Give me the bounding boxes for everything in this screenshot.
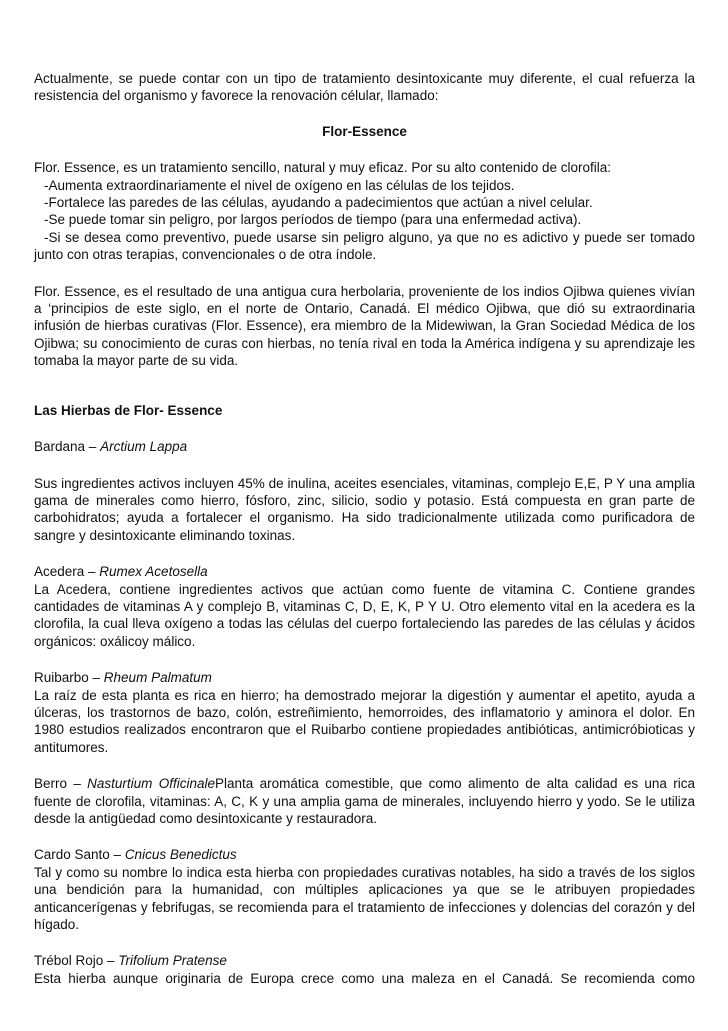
benefit-item: -Fortalece las paredes de las células, ayudando a padecimientos que actúan a nivel celular. [44,195,593,211]
herb-name: Trébol Rojo – [34,953,119,969]
herb-description: Sus ingredientes activos incluyen 45% de inulina, aceites esenciales, vitaminas, complejo E,E, P Y una amplia gama de minerales como hierro, fósforo, zinc, silicio, sodio y potasio. Está compuesta en gran parte de carbohidratos; ayuda a fortalecer el organismo. Ha sido tradicionalmente utilizada como purificadora de sangre y desintoxicante eliminando toxinas. [34,475,695,543]
history-paragraph: Flor. Essence, es el resultado de una antigua cura herbolaria, proveniente de los indios Ojibwa quienes vivían a ‘principios de este siglo, en el norte de Ontario, Canadá. El médico Ojibwa, que dió su extraordinaria infusión de hierbas curativas (Flor. Essence), era miembro de la Midewiwan, la Gran Sociedad Médica de los Ojibwa; su conocimiento de curas con hierbas, no tenía rival en toda la América indígena y su aprendizaje les tomaba la mayor parte de su vida. [34,283,695,369]
description-lead: Flor. Essence, es un tratamiento sencillo, natural y muy eficaz. Por su alto contenido de clorofila: [34,160,612,176]
herb-name: Acedera – [34,564,100,580]
herb-name: Cardo Santo – [34,847,125,863]
herb-description: Esta hierba aunque originaria de Europa crece como una maleza en el Canadá. Se recomienda como [34,970,695,986]
herb-paragraph [34,775,695,827]
herb-latin-name: Trifolium Pratense [118,953,227,969]
herb-name: Ruibarbo – [34,670,104,686]
herb-description: Planta aromática comestible, que como alimento de alta calidad es una rica fuente de clorofila, vitaminas: A, C, K y una amplia gama de minerales, incluyendo hierro y yodo. Se le utiliza desde la antigüedad como desintoxicante y restauradora. [34,776,695,826]
herb-description: La Acedera, contiene ingredientes activos que actúan como fuente de vitamina C. Contiene grandes cantidades de vitaminas A y complejo B, vitaminas C, D, E, K, P Y U. Otro elemento vital en la acedera es la clorofila, la cual lleva oxígeno a todas las células del cuerpo fortaleciendo las paredes de las células y ácidos orgánicos: oxálicoy málico. [34,581,695,649]
benefit-item: -Si se desea como preventivo, puede usarse sin peligro alguno, ya que no es adictivo y puede ser tomado junto con otras terapias, convencionales o de otra índole. [34,229,695,263]
herb-latin-name: Cnicus Benedictus [124,847,237,863]
herb-title [34,563,695,580]
herb-latin-name: Nasturtium Officinale [87,776,216,792]
product-title: Flor-Essence [322,123,407,139]
intro-paragraph: Actualmente, se puede contar con un tipo de tratamiento desintoxicante muy diferente, el cual refuerza la resistencia del organismo y favorece la renovación célular, llamado: [34,71,695,104]
herb-title [34,669,695,686]
herb-name: Berro – [34,776,88,792]
herb-title [34,438,695,455]
herb-latin-name: Arctium Lappa [100,439,188,455]
herb-latin-name: Rumex Acetosella [99,564,208,580]
herb-latin-name: Rheum Palmatum [103,670,212,686]
herb-description: La raíz de esta planta es rica en hierro; ha demostrado mejorar la digestión y aumentar el apetito, ayuda a úlceras, los trastornos de bazo, colón, estreñimiento, hemorroides, des inflamatorio y aminora el dolor. En 1980 estudios realizados encontraron que el Ruibarbo contiene propiedades antibióticas, antimicróbioticas y antitumores. [34,687,695,755]
herb-name: Bardana – [34,439,101,455]
benefit-item: -Se puede tomar sin peligro, por largos períodos de tiempo (para una enfermedad activa). [44,212,582,228]
benefit-item: -Aumenta extraordinariamente el nivel de oxígeno en las células de los tejidos. [44,177,515,193]
herb-title [34,952,695,969]
herb-title [34,846,695,863]
herbs-heading: Las Hierbas de Flor- Essence [34,402,223,418]
herb-description: Tal y como su nombre lo indica esta hierba con propiedades curativas notables, ha sido a través de los siglos una bendición para la humanidad, con múltiples aplicaciones ya que se le atribuyen propiedades anticancerígenas y febrifugas, se recomienda para el tratamiento de infecciones y dolencias del corazón y del hígado. [34,864,695,933]
